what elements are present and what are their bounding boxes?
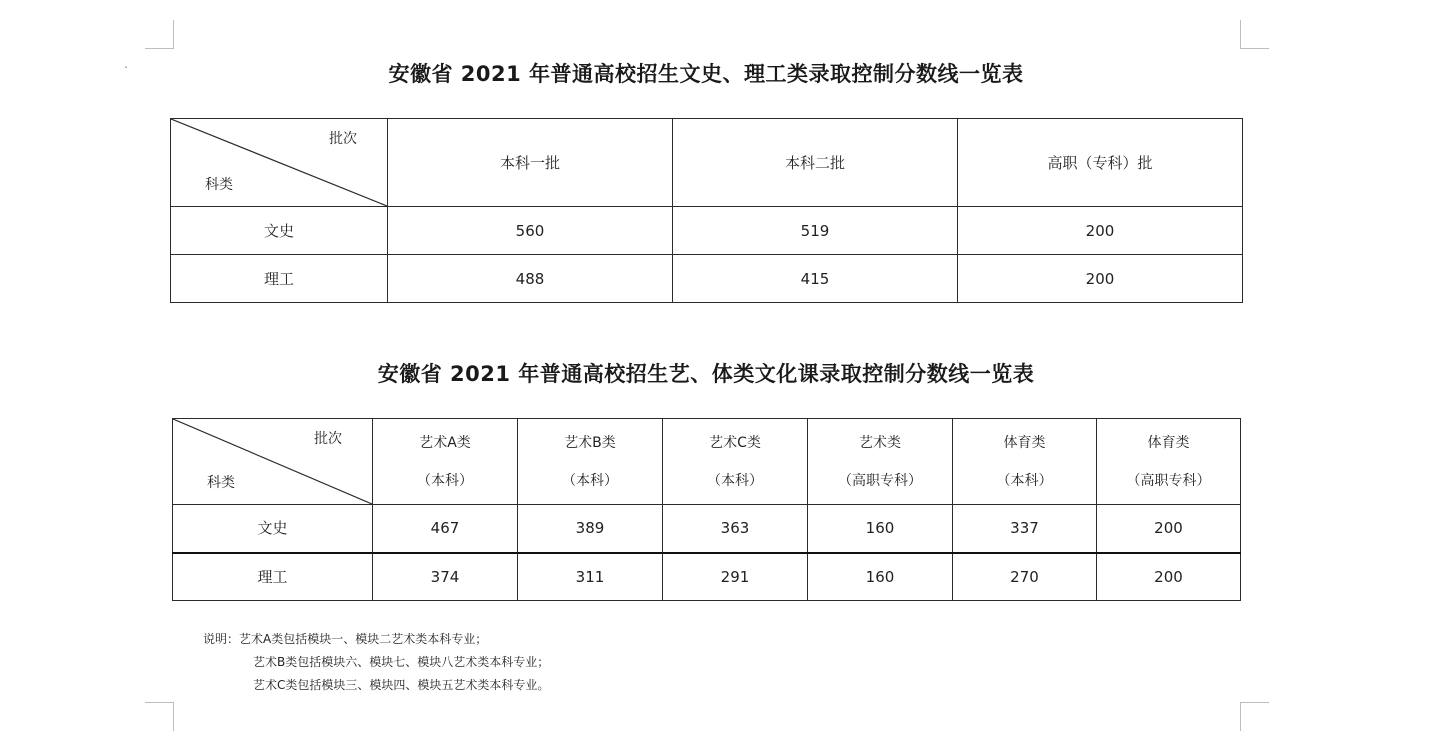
score-cell: 488: [388, 255, 673, 303]
column-header: 高职（专科）批: [958, 119, 1243, 207]
score-table-art-sports: [172, 418, 1241, 601]
column-header: [518, 419, 663, 505]
table1-title: 安徽省 2021 年普通高校招生文史、理工类录取控制分数线一览表: [388, 62, 1024, 86]
table-row: [171, 207, 1243, 255]
page-corner-mark: [145, 20, 174, 49]
score-cell: 560: [388, 207, 673, 255]
column-header-line1: 艺术B类: [564, 434, 616, 451]
diagonal-header-cell: [171, 119, 388, 207]
score-cell: 160: [808, 553, 953, 601]
column-header-line2: （本科）: [996, 472, 1053, 489]
score-cell: 311: [518, 553, 663, 601]
score-cell: 200: [1097, 553, 1241, 601]
column-header: 本科一批: [388, 119, 673, 207]
score-cell: 160: [808, 505, 953, 553]
row-label: 文史: [171, 207, 388, 255]
column-header: 本科二批: [673, 119, 958, 207]
batch-label: 批次: [314, 431, 342, 447]
page-corner-mark: [1240, 702, 1269, 731]
notes: [203, 628, 549, 697]
note-line: 艺术C类包括模块三、模块四、模块五艺术类本科专业。: [253, 678, 550, 692]
score-cell: 374: [373, 553, 518, 601]
score-cell: 519: [673, 207, 958, 255]
column-header-line2: （本科）: [562, 472, 618, 489]
score-cell: 415: [673, 255, 958, 303]
column-header-line1: 体育类: [1003, 434, 1046, 451]
table-row: [173, 505, 1241, 553]
category-label: 科类: [205, 177, 233, 194]
row-label: 文史: [173, 505, 373, 553]
table-row: [173, 553, 1241, 601]
table-row: [171, 255, 1243, 303]
score-cell: 467: [373, 505, 518, 553]
diagonal-header-cell: [173, 419, 373, 505]
column-header-line1: 体育类: [1147, 434, 1190, 451]
column-header-line2: （本科）: [707, 472, 763, 489]
table-header-row: [173, 419, 1241, 505]
score-cell: 270: [953, 553, 1097, 601]
batch-label: 批次: [329, 131, 357, 147]
score-cell: 389: [518, 505, 663, 553]
note-line: 艺术B类包括模块六、模块七、模块八艺术类本科专业；: [253, 655, 550, 669]
score-table-wenshi-ligong: [170, 118, 1243, 303]
score-cell: 363: [663, 505, 808, 553]
score-cell: 200: [1097, 505, 1241, 553]
column-header: [663, 419, 808, 505]
category-label: 科类: [207, 475, 235, 492]
column-header: [373, 419, 518, 505]
column-header: [1097, 419, 1241, 505]
score-cell: 291: [663, 553, 808, 601]
column-header: [808, 419, 953, 505]
column-header-line1: 艺术C类: [709, 434, 761, 451]
column-header-line1: 艺术A类: [419, 434, 471, 451]
page-corner-mark: [1240, 20, 1269, 49]
column-header: [953, 419, 1097, 505]
column-header-line2: （本科）: [417, 472, 473, 489]
note-line: 说明：艺术A类包括模块一、模块二艺术类本科专业；: [203, 632, 488, 646]
page-corner-mark: [145, 702, 174, 731]
score-cell: 200: [958, 255, 1243, 303]
score-cell: 200: [958, 207, 1243, 255]
row-label: 理工: [173, 553, 373, 601]
table-header-row: [171, 119, 1243, 207]
score-cell: 337: [953, 505, 1097, 553]
diagonal-line: [173, 419, 372, 504]
column-header-line2: （高职专科）: [1126, 472, 1211, 489]
margin-mark: ˇ: [124, 66, 128, 75]
column-header-line2: （高职专科）: [838, 472, 922, 489]
column-header-line1: 艺术类: [859, 434, 901, 451]
table2-title: 安徽省 2021 年普通高校招生艺、体类文化课录取控制分数线一览表: [377, 362, 1035, 386]
row-label: 理工: [171, 255, 388, 303]
